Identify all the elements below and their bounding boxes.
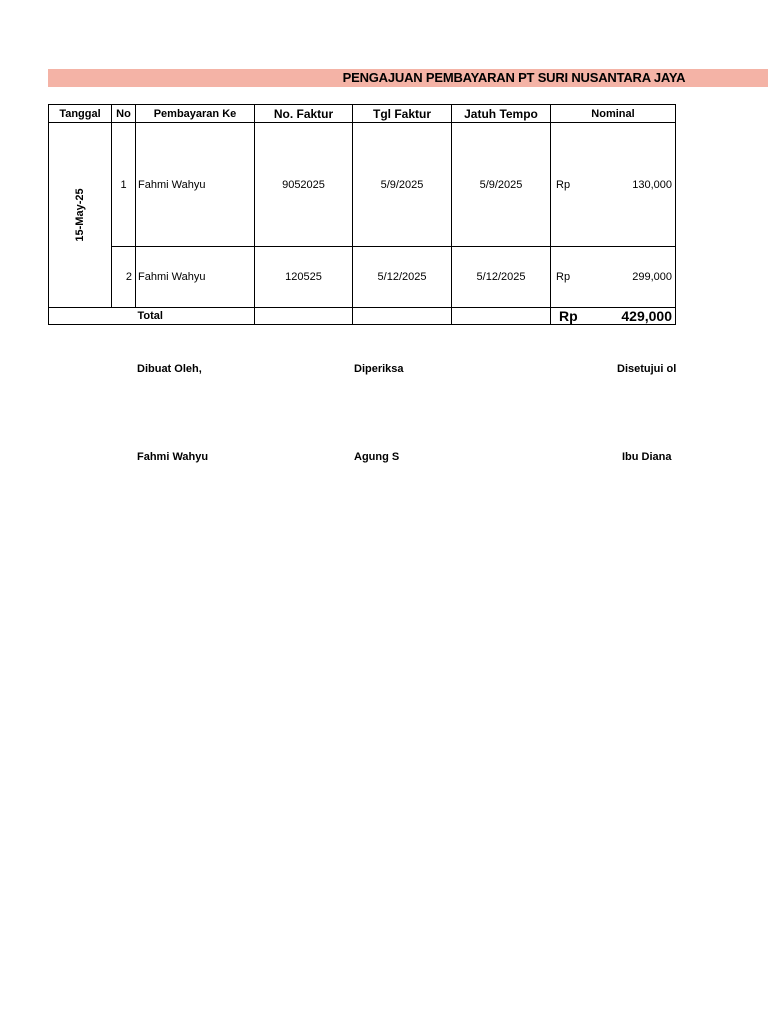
row-pembayaran-ke: Fahmi Wahyu xyxy=(136,247,255,308)
row-nominal xyxy=(551,247,676,308)
nominal-amount: 299,000 xyxy=(632,271,672,283)
row-pembayaran-ke: Fahmi Wahyu xyxy=(136,123,255,247)
made-by-label: Dibuat Oleh, xyxy=(137,363,202,375)
approved-by-label: Disetujui ol xyxy=(617,363,677,375)
total-spacer xyxy=(49,308,136,325)
col-header-tgl-faktur: Tgl Faktur xyxy=(353,105,452,123)
total-currency: Rp xyxy=(559,308,578,324)
col-header-nominal: Nominal xyxy=(551,105,676,123)
nominal-amount: 130,000 xyxy=(632,178,672,191)
table-row xyxy=(49,123,676,247)
checked-by-name: Agung S xyxy=(354,451,400,463)
checked-by-label: Diperiksa xyxy=(354,363,404,375)
col-header-tanggal: Tanggal xyxy=(49,105,112,123)
document-title: PENGAJUAN PEMBAYARAN PT SURI NUSANTARA JAYA xyxy=(342,70,686,85)
total-row xyxy=(49,308,676,325)
currency-label: Rp xyxy=(556,271,571,283)
table-header-row xyxy=(49,105,676,123)
title-bar xyxy=(48,69,768,87)
row-jatuh-tempo: 5/9/2025 xyxy=(452,123,551,247)
made-by-name: Fahmi Wahyu xyxy=(137,451,209,463)
approved-by-name: Ibu Diana xyxy=(622,451,672,463)
payment-table xyxy=(48,104,676,325)
row-no: 2 xyxy=(112,247,136,308)
col-header-no: No xyxy=(112,105,136,123)
total-empty-cell xyxy=(353,308,452,325)
row-no-faktur: 9052025 xyxy=(255,123,353,247)
row-jatuh-tempo: 5/12/2025 xyxy=(452,247,551,308)
col-header-jatuh-tempo: Jatuh Tempo xyxy=(452,105,551,123)
currency-label: Rp xyxy=(556,178,571,191)
row-no: 1 xyxy=(112,123,136,247)
total-amount: 429,000 xyxy=(621,308,672,324)
row-tgl-faktur: 5/12/2025 xyxy=(353,247,452,308)
total-label: Total xyxy=(136,308,255,325)
col-header-pembayaran-ke: Pembayaran Ke xyxy=(136,105,255,123)
date-value: 15-May-25 xyxy=(74,188,86,242)
total-empty-cell xyxy=(255,308,353,325)
row-no-faktur: 120525 xyxy=(255,247,353,308)
total-nominal xyxy=(551,308,676,325)
total-empty-cell xyxy=(452,308,551,325)
table-row xyxy=(49,247,676,308)
row-nominal xyxy=(551,123,676,247)
date-cell xyxy=(49,123,112,308)
row-tgl-faktur: 5/9/2025 xyxy=(353,123,452,247)
col-header-no-faktur: No. Faktur xyxy=(255,105,353,123)
